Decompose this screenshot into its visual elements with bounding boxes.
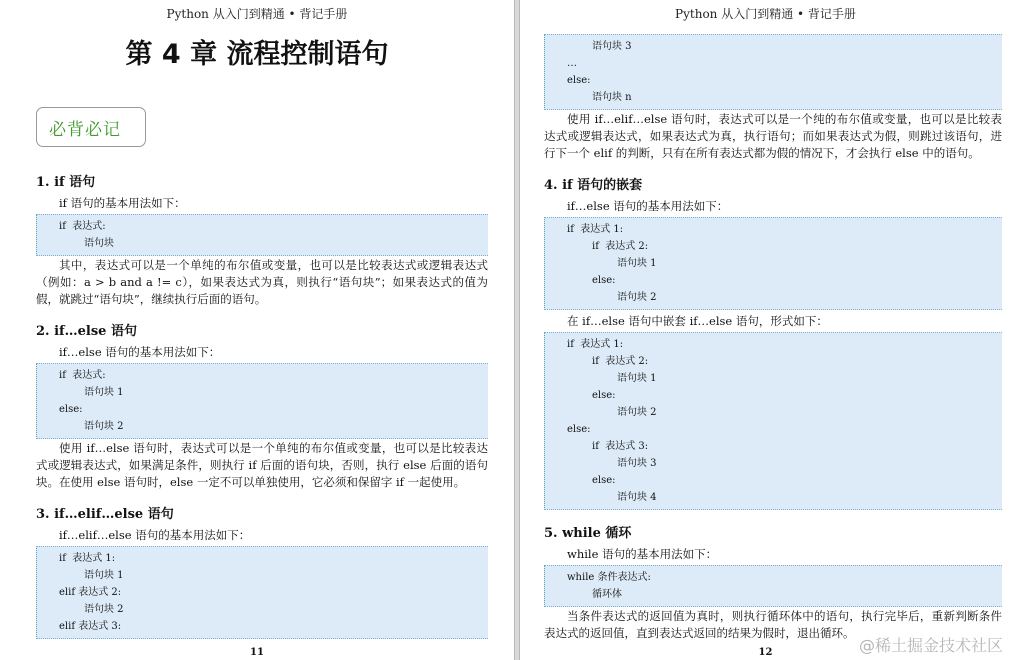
code-block [36,363,488,439]
code-line: 语句块 n [592,92,632,103]
section-intro: while 语句的基本用法如下： [567,547,718,561]
code-line: else: [567,75,591,86]
section-heading-if: 1. if 语句 [36,175,96,190]
code-line: 循环体 [592,589,622,600]
left-content [36,174,488,639]
code-line: if 表达式 3: [592,441,649,452]
code-line: 语句块 2 [84,604,124,615]
code-line: if 表达式 2: [592,241,649,252]
code-line: 语句块 2 [617,407,657,418]
code-line: if 表达式 1: [59,553,116,564]
code-line: 语句块 4 [617,492,657,503]
code-line: if 表达式: [59,221,106,232]
section-intro: 在 if…else 语句中嵌套 if…else 语句，形式如下： [567,314,828,328]
code-block [544,217,1002,310]
code-line: if 表达式 1: [567,224,624,235]
section-heading-nested-if: 4. if 语句的嵌套 [544,178,643,193]
chapter-title: 第 4 章 流程控制语句 [125,39,389,70]
code-line: 语句块 2 [84,421,124,432]
code-line: else: [59,404,83,415]
code-line: 语句块 [84,238,114,249]
section-intro: if 语句的基本用法如下： [59,196,186,210]
code-line: if 表达式 2: [592,356,649,367]
code-line: … [567,58,577,69]
section-body: 使用 if…else 语句时，表达式可以是一个单纯的布尔值或变量，也可以是比较表达式或逻辑表达式，如果满足条件，则执行 if 后面的语句块，否则，执行 else 后面的语句块。在使用 else 语句时，else 一定不可以单独使用，它必须和保留字 if 一起使用。 [36,441,488,489]
section-body: 当条件表达式的返回值为真时，则执行循环体中的语句，执行完毕后，重新判断条件表达式的返回值，直到表达式返回的结果为假时，退出循环。 [544,609,1002,640]
right-page [520,0,1011,660]
watermark: @稀土掘金技术社区 [858,636,1003,655]
running-head-right: Python 从入门到精通 • 背记手册 [675,7,856,21]
code-line: 语句块 1 [84,387,124,398]
page-number-left: 11 [250,647,264,658]
code-block [36,214,488,256]
code-line: else: [592,390,616,401]
section-heading-while: 5. while 循环 [544,526,632,541]
code-line: else: [592,275,616,286]
code-line: else: [567,424,591,435]
page-number-right: 12 [758,647,773,658]
right-content [544,32,1002,642]
code-line: 语句块 3 [617,458,657,469]
code-block [544,565,1002,607]
code-line: if 表达式 1: [567,339,624,350]
code-block [36,546,488,639]
code-line: 语句块 1 [84,570,124,581]
section-heading-if-elif-else: 3. if…elif…else 语句 [36,507,174,522]
code-line: 语句块 3 [592,41,632,52]
section-heading-if-else: 2. if…else 语句 [36,324,137,339]
section-body: 使用 if…elif…else 语句时，表达式可以是一个纯的布尔值或变量，也可以是比较表达式或逻辑表达式，如果表达式为真，执行语句；而如果表达式为假，则跳过该语句，进行下一个 elif 的判断，只有在所有表达式都为假的情况下，才会执行 else 中的语句。 [544,112,1002,160]
code-line: if 表达式: [59,370,106,381]
section-intro: if…else 语句的基本用法如下： [567,199,729,213]
running-head-left: Python 从入门到精通 • 背记手册 [166,7,348,21]
section-intro: if…elif…else 语句的基本用法如下： [59,528,251,542]
code-line: 语句块 1 [617,258,657,269]
section-body: 其中，表达式可以是一个单纯的布尔值或变量，也可以是比较表达式或逻辑表达式（例如：a > b and a != c），如果表达式为真，则执行“语句块”；如果表达式的值为假，就跳过“语句块”，继续执行后面的语句。 [36,258,488,306]
code-line: 语句块 2 [617,292,657,303]
section-intro: if…else 语句的基本用法如下： [59,345,221,359]
code-line: elif 表达式 2: [59,587,122,598]
code-block [544,332,1002,510]
code-line: while 条件表达式: [567,572,651,583]
code-line: else: [592,475,616,486]
code-block-continued [544,34,1002,110]
must-memorize-badge: 必背必记 [36,107,146,147]
code-line: elif 表达式 3: [59,621,122,632]
code-line: 语句块 1 [617,373,657,384]
